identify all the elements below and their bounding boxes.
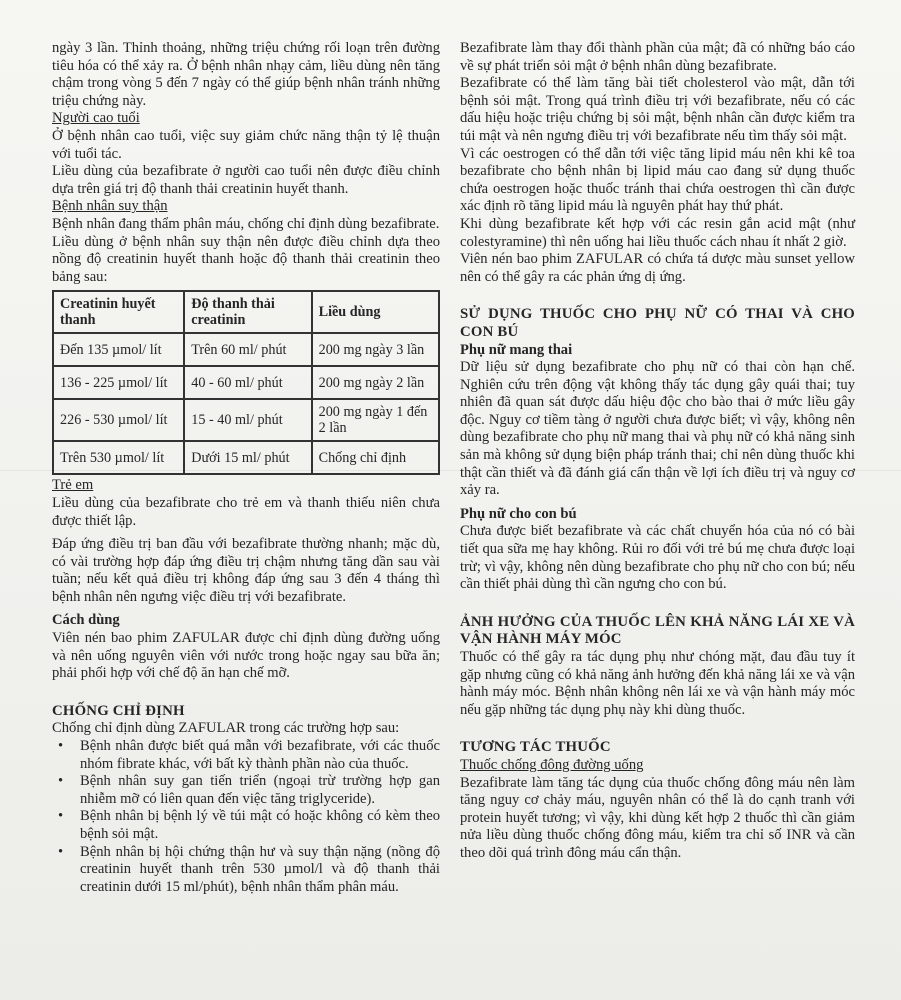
- oestrogen-paragraph: Vì các oestrogen có thể dẫn tới việc tăng lipid máu nên khi kê toa bezafibrate cho bệnh nhân bị lipid máu cao đang sử dụng thuốc chứa oestrogen hoặc thuốc tránh thai chứa oestrogen thì cần được xác định rõ tăng lipid máu là nguyên phát hay thứ phát.: [460, 145, 855, 215]
- breastfeeding-paragraph: Chưa được biết bezafibrate và các chất chuyển hóa của nó có bài tiết qua sữa mẹ hay không. Rủi ro đối với trẻ bú mẹ chưa được loại trừ; vì vậy, không nên dùng bezafibrate cho phụ nữ cho con bú; nếu cần thiết phải dùng thì cần ngưng cho con bú.: [460, 523, 856, 593]
- table-header-row: [53, 291, 439, 333]
- list-item: • Bệnh nhân suy gan tiến triển (ngoại trừ trường hợp gan nhiễm mỡ có liên quan đến việc tăng triglyceride).: [52, 773, 440, 808]
- gallstone-paragraph-2: Bezafibrate có thể làm tăng bài tiết cholesterol vào mật, dẫn tới bệnh sỏi mật. Trong quá trình điều trị với bezafibrate, nếu có các dấu hiệu hoặc triệu chứng bị sỏi mật, bệnh nhân cần được kiểm tra túi mật và nên ngưng điều trị với bezafibrate nếu tìm thấy sỏi mật.: [460, 75, 855, 144]
- breastfeeding-subheading: Phụ nữ cho con bú: [460, 505, 577, 522]
- pregnancy-paragraph: Dữ liệu sử dụng bezafibrate cho phụ nữ có thai còn hạn chế. Nghiên cứu trên động vật không thấy tác dụng gây quái thai; tuy nhiên đã quan sát được dấu hiệu độc cho bào thai ở mức liều gây độc. Nguy cơ tiềm tàng ở người chưa được biết; vì vậy, không nên dùng bezafibrate cho phụ nữ mang thai và phụ nữ có khả năng sinh sản mà không sử dụng biện pháp tránh thai; chỉ nên dùng thuốc khi thật cần thiết và đã đánh giá cẩn thận về lợi ích điều trị và nguy cơ xảy ra.: [460, 359, 855, 499]
- list-item: • Bệnh nhân được biết quá mẫn với bezafibrate, với các thuốc nhóm fibrate khác, với bất kỳ thành phần nào của thuốc.: [52, 738, 440, 773]
- table-cell: 200 mg ngày 1 đến 2 lần: [312, 399, 439, 441]
- contraindications-heading: CHỐNG CHỈ ĐỊNH: [52, 702, 185, 719]
- left-column: [52, 40, 440, 896]
- usage-heading: Cách dùng: [52, 612, 120, 629]
- pregnancy-subheading: Phụ nữ mang thai: [460, 341, 573, 358]
- table-header: Liều dùng: [312, 291, 439, 333]
- table-cell: 15 - 40 ml/ phút: [184, 399, 311, 441]
- dosage-table: [52, 290, 440, 475]
- children-paragraph-2: Đáp ứng điều trị ban đầu với bezafibrate thường nhanh; mặc dù, có vài trường hợp đáp ứng điều trị chậm nhưng tăng dần sau vài tuần; nếu kết quả điều trị không đáp ứng sau 3 đến 4 tháng thì bệnh nhân nên ngưng việc điều trị với bezafibrate.: [52, 536, 440, 605]
- anticoagulant-paragraph: Bezafibrate làm tăng tác dụng của thuốc chống đông máu nên làm tăng nguy cơ chảy máu, nguyên nhân có thể là do cạnh tranh với protein huyết tương; vì vậy, khi dùng kết hợp 2 thuốc thì cần giảm nửa liều dùng thuốc chống đông máu, kiểm tra chỉ số INR và cần theo dõi quá trình đông máu cẩn thận.: [460, 774, 855, 861]
- right-column: [460, 40, 855, 863]
- usage-paragraph: Viên nén bao phim ZAFULAR được chỉ định dùng đường uống và nên uống nguyên viên với nước trong hoặc ngay sau bữa ăn; phải phối hợp với chế độ ăn hạn chế mỡ.: [52, 630, 440, 682]
- renal-heading: Bệnh nhân suy thận: [52, 198, 168, 215]
- table-cell: Chống chỉ định: [312, 441, 439, 474]
- resin-paragraph: Khi dùng bezafibrate kết hợp với các resin gắn acid mật (như colestyramine) thì nên uống hai liều thuốc cách nhau ít nhất 2 giờ.: [460, 215, 855, 250]
- table-header: Creatinin huyết thanh: [53, 291, 184, 333]
- contraindications-intro: Chống chỉ định dùng ZAFULAR trong các trường hợp sau:: [52, 720, 400, 737]
- elderly-paragraph-2: Liều dùng của bezafibrate ở người cao tuổi nên được điều chỉnh dựa trên giá trị độ thanh thải creatinin huyết thanh.: [52, 163, 440, 197]
- table-cell: Dưới 15 ml/ phút: [184, 441, 311, 474]
- driving-paragraph: Thuốc có thể gây ra tác dụng phụ như chóng mặt, đau đầu tuy ít gặp nhưng cũng có khả năng ảnh hưởng đến khả năng lái xe và vận hành máy móc. Bệnh nhân không nên lái xe và vận hành máy móc nếu gặp những tác dụng phụ này khi dùng thuốc.: [460, 649, 855, 718]
- renal-paragraph-2: Liều dùng ở bệnh nhân suy thận nên được điều chỉnh dựa theo nồng độ creatinin huyết thanh hoặc độ thanh thải creatinin theo bảng sau:: [52, 233, 440, 285]
- anticoagulant-subheading: Thuốc chống đông đường uống: [460, 756, 644, 773]
- table-header: Độ thanh thải creatinin: [184, 291, 311, 333]
- excipient-paragraph: Viên nén bao phim ZAFULAR có chứa tá dược màu sunset yellow nên có thể gây ra các phản ứng dị ứng.: [460, 251, 855, 285]
- gallstone-paragraph-1: Bezafibrate làm thay đổi thành phần của mật; đã có những báo cáo về sự phát triển sỏi mật ở bệnh nhân dùng bezafibrate.: [460, 40, 855, 74]
- interactions-heading: TƯƠNG TÁC THUỐC: [460, 739, 611, 756]
- table-row: [53, 441, 439, 474]
- table-cell: 200 mg ngày 3 lần: [312, 333, 439, 366]
- renal-paragraph-1: Bệnh nhân đang thẩm phân máu, chống chỉ định dùng bezafibrate.: [52, 215, 440, 232]
- table-cell: 40 - 60 ml/ phút: [184, 366, 311, 399]
- table-cell: Trên 530 µmol/ lít: [53, 441, 184, 474]
- table-row: [53, 366, 439, 399]
- elderly-heading: Người cao tuổi: [52, 110, 140, 127]
- table-cell: 200 mg ngày 2 lần: [312, 366, 439, 399]
- elderly-paragraph-1: Ở bệnh nhân cao tuổi, việc suy giảm chức năng thận tỷ lệ thuận với tuổi tác.: [52, 127, 440, 162]
- table-cell: 226 - 530 µmol/ lít: [53, 399, 184, 441]
- table-cell: Đến 135 µmol/ lít: [53, 333, 184, 366]
- table-row: [53, 399, 439, 441]
- table-row: [53, 333, 439, 366]
- table-cell: 136 - 225 µmol/ lít: [53, 366, 184, 399]
- driving-heading: ẢNH HƯỞNG CỦA THUỐC LÊN KHẢ NĂNG LÁI XE VÀ VẬN HÀNH MÁY MÓC: [460, 613, 855, 648]
- children-heading: Trẻ em: [52, 477, 94, 494]
- intro-paragraph: ngày 3 lần. Thỉnh thoảng, những triệu chứng rối loạn trên đường tiêu hóa có thể xảy ra. Ở bệnh nhân nhạy cảm, liều dùng nên tăng chậm trong vòng 5 đến 7 ngày có thể giúp bệnh nhân tránh những triệu chứng này.: [52, 40, 440, 109]
- list-item: • Bệnh nhân bị hội chứng thận hư và suy thận nặng (nồng độ creatinin huyết thanh trên 530 µmol/l và độ thanh thải creatinin dưới 15 ml/phút), bệnh nhân thẩm phân máu.: [52, 844, 440, 897]
- table-cell: Trên 60 ml/ phút: [184, 333, 311, 366]
- list-item: • Bệnh nhân bị bệnh lý về túi mật có hoặc không có kèm theo bệnh sỏi mật.: [52, 808, 440, 843]
- pregnancy-heading: SỬ DỤNG THUỐC CHO PHỤ NỮ CÓ THAI VÀ CHO CON BÚ: [460, 306, 855, 340]
- children-paragraph-1: Liều dùng của bezafibrate cho trẻ em và thanh thiếu niên chưa được thiết lập.: [52, 494, 440, 529]
- contraindications-list: [52, 738, 440, 896]
